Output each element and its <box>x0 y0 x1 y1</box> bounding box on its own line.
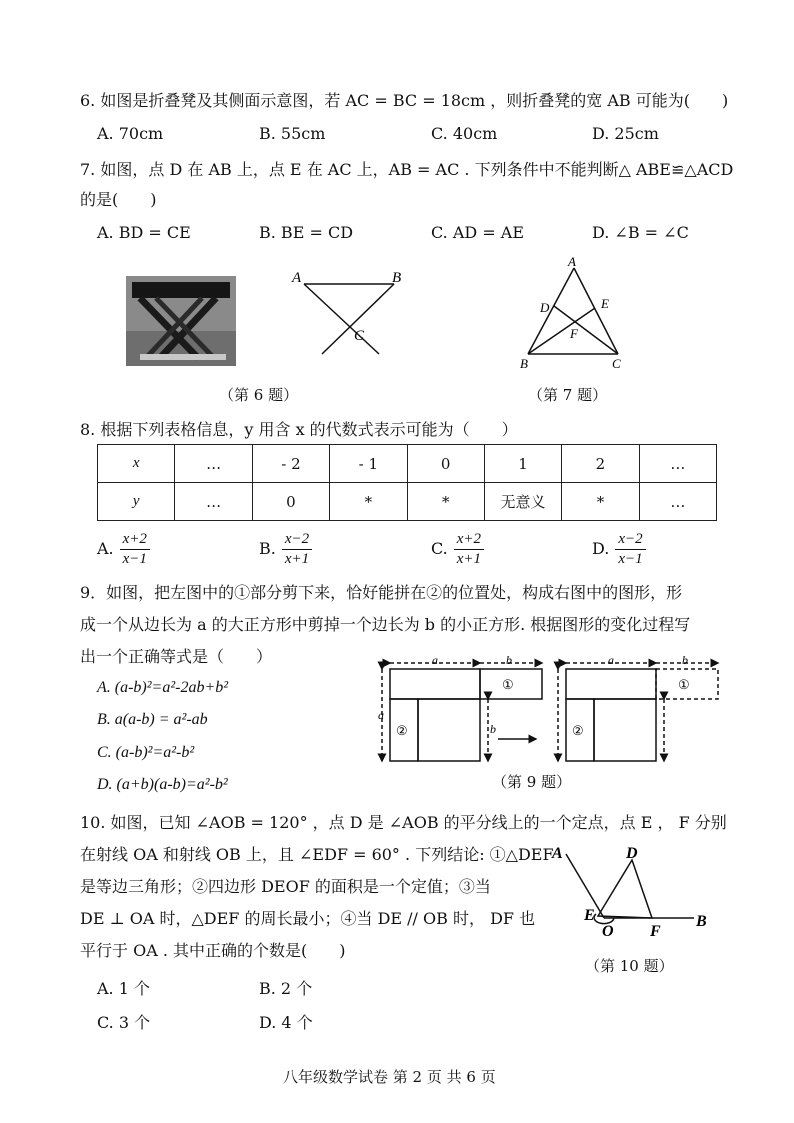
q10-label-f: F <box>650 923 661 940</box>
q9-diagram <box>376 655 726 770</box>
denominator: x−1 <box>122 551 147 567</box>
q6-option-d: D. 25cm <box>592 124 659 143</box>
table-cell: 2 <box>562 445 639 483</box>
q7-label-a: A <box>568 254 576 269</box>
q7-option-d: D. ∠B = ∠C <box>592 223 689 242</box>
table-cell: … <box>639 483 716 521</box>
option-letter: C. <box>431 539 448 558</box>
q10-line4: DE ⊥ OA 时，△DEF 的周长最小；④当 DE // OB 时， DF 也 <box>80 909 536 928</box>
q10-option-d: D. 4 个 <box>259 1013 313 1032</box>
numerator: x+2 <box>120 530 150 550</box>
q8-option-a <box>97 530 150 569</box>
q6-caption: （第 6 题） <box>219 386 299 404</box>
fraction <box>454 530 484 569</box>
stool-photo <box>126 276 236 366</box>
fraction <box>120 530 150 569</box>
q10-line1: 10. 如图，已知 ∠AOB = 120° ，点 D 是 ∠AOB 的平分线上的一个定点，点 E ， F 分别 <box>80 813 727 832</box>
table-cell: 无意义 <box>484 483 561 521</box>
table-row <box>98 483 717 521</box>
q10-label-e: E <box>584 907 595 924</box>
table-cell: * <box>407 483 484 521</box>
table-cell: - 2 <box>252 445 329 483</box>
table-cell: 1 <box>484 445 561 483</box>
table-row <box>98 445 717 483</box>
q9-option-a: A. (a-b)²=a²-2ab+b² <box>97 679 229 696</box>
q9-label-one-right: ① <box>678 677 690 692</box>
q9-label-a-side: a <box>378 708 384 722</box>
q8-table <box>97 444 717 521</box>
denominator: x+1 <box>284 551 310 567</box>
q9-option-d: D. (a+b)(a-b)=a²-b² <box>97 776 228 793</box>
q8-option-c <box>431 530 484 569</box>
q9-option-c: C. (a-b)²=a²-b² <box>97 744 195 761</box>
q6-option-c: C. 40cm <box>431 124 498 143</box>
option-letter: B. <box>259 539 276 558</box>
table-cell: … <box>175 445 252 483</box>
q9-label-one: ① <box>502 677 514 692</box>
q9-stem-line1: 9．如图，把左图中的①部分剪下来，恰好能拼在②的位置处，构成右图中的图形，形 <box>80 583 683 602</box>
q7-label-d: D <box>540 300 550 315</box>
fraction <box>282 530 312 569</box>
q10-label-d: D <box>626 845 638 862</box>
q6-option-b: B. 55cm <box>259 124 326 143</box>
q10-label-o: O <box>602 923 614 940</box>
table-cell: - 1 <box>330 445 407 483</box>
q8-stem: 8. 根据下列表格信息，y 用含 x 的代数式表示可能为（ ） <box>80 420 518 439</box>
q9-label-two-right: ② <box>572 723 584 738</box>
option-letter: D. <box>592 539 610 558</box>
q9-label-b-top: b <box>506 655 512 667</box>
table-cell: … <box>175 483 252 521</box>
q7-option-c: C. AD = AE <box>431 223 525 242</box>
q7-caption: （第 7 题） <box>528 386 608 404</box>
q10-caption: （第 10 题） <box>585 957 674 975</box>
table-cell: 0 <box>252 483 329 521</box>
table-cell: * <box>330 483 407 521</box>
q7-label-c: C <box>612 356 621 371</box>
q7-diagram <box>508 252 648 374</box>
q9-stem-line3: 出一个正确等式是（ ） <box>80 647 273 666</box>
table-cell: * <box>562 483 639 521</box>
table-cell: 0 <box>407 445 484 483</box>
q9-option-b: B. a(a-b) = a²-ab <box>97 711 208 728</box>
q10-option-a: A. 1 个 <box>97 979 150 998</box>
q6-label-b: B <box>392 270 402 286</box>
q6-option-a: A. 70cm <box>97 124 164 143</box>
q10-label-b: B <box>696 913 707 930</box>
fraction <box>615 530 645 569</box>
q6-stem: 6. 如图是折叠凳及其侧面示意图，若 AC = BC = 18cm ，则折叠凳的宽 AB 可能为( ) <box>80 91 729 110</box>
numerator: x+2 <box>454 530 484 550</box>
q10-option-c: C. 3 个 <box>97 1013 151 1032</box>
table-cell: … <box>639 445 716 483</box>
q7-label-b: B <box>520 356 528 371</box>
q6-diagram <box>284 262 424 362</box>
q7-label-e: E <box>601 296 609 311</box>
q6-label-a: A <box>292 270 302 286</box>
q8-option-d <box>592 530 646 569</box>
denominator: x+1 <box>456 551 482 567</box>
q7-option-a: A. BD = CE <box>97 223 191 242</box>
q9-label-a-top: a <box>432 655 438 667</box>
q10-line2: 在射线 OA 和射线 OB 上，且 ∠EDF = 60° . 下列结论: ①△DEF <box>80 845 554 864</box>
q9-label-a-top-right: a <box>608 655 614 667</box>
q10-line5: 平行于 OA . 其中正确的个数是( ) <box>80 941 346 960</box>
numerator: x−2 <box>615 530 645 550</box>
table-cell: y <box>98 483 175 521</box>
q9-label-two: ② <box>396 723 408 738</box>
table-cell: x <box>98 445 175 483</box>
q6-label-c: C <box>354 328 365 344</box>
denominator: x−1 <box>618 551 643 567</box>
q10-option-b: B. 2 个 <box>259 979 313 998</box>
q9-label-b-top-right: b <box>682 655 688 667</box>
q7-stem-line1: 7. 如图，点 D 在 AB 上，点 E 在 AC 上，AB = AC . 下列条件中不能判断△ ABE≌△ACD <box>80 160 734 179</box>
numerator: x−2 <box>282 530 312 550</box>
q7-option-b: B. BE = CD <box>259 223 354 242</box>
q7-stem-line2: 的是( ) <box>80 190 157 209</box>
q7-label-f: F <box>570 326 578 341</box>
q10-line3: 是等边三角形；②四边形 DEOF 的面积是一个定值；③当 <box>80 877 491 896</box>
q9-label-b-side: b <box>490 722 496 736</box>
page-footer: 八年级数学试卷 第 2 页 共 6 页 <box>283 1068 496 1086</box>
q10-label-a: A <box>552 845 563 862</box>
option-letter: A. <box>97 539 114 558</box>
q8-option-b <box>259 530 312 569</box>
q9-stem-line2: 成一个从边长为 a 的大正方形中剪掉一个边长为 b 的小正方形. 根据图形的变化过程写 <box>80 615 691 634</box>
q10-diagram <box>544 836 719 946</box>
q9-caption: （第 9 题） <box>492 773 572 791</box>
